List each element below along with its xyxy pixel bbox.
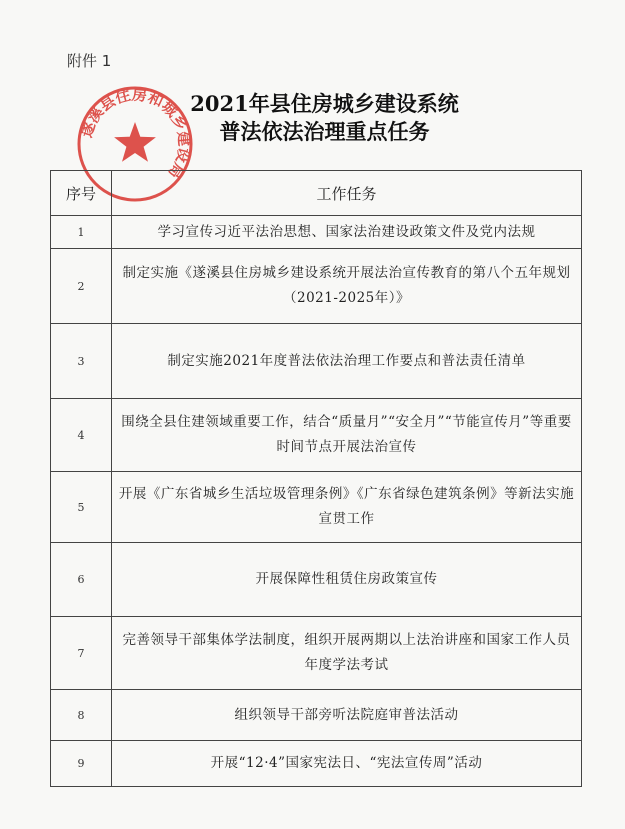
- table-row: [51, 399, 582, 472]
- table-row: [51, 543, 582, 617]
- title-line-2: 普法依法治理重点任务: [219, 119, 430, 144]
- table-row: [51, 216, 582, 249]
- table-header-row: [51, 171, 582, 216]
- row-task: 开展《广东省城乡生活垃圾管理条例》《广东省绿色建筑条例》等新法实施宣贯工作: [112, 472, 582, 543]
- row-task: 开展“12·4”国家宪法日、“宪法宣传周”活动: [112, 741, 582, 787]
- table-row: [51, 690, 582, 741]
- row-number: 4: [51, 399, 112, 472]
- row-task: 学习宣传习近平法治思想、国家法治建设政策文件及党内法规: [112, 216, 582, 249]
- attachment-label: 附件 1: [67, 52, 112, 70]
- task-table: [50, 170, 582, 787]
- table-row: [51, 472, 582, 543]
- table-row: [51, 249, 582, 324]
- title-line-1: 2021年县住房城乡建设系统: [190, 91, 459, 116]
- header-task: 工作任务: [112, 171, 582, 216]
- row-number: 5: [51, 472, 112, 543]
- table-row: [51, 324, 582, 399]
- row-task: 开展保障性租赁住房政策宣传: [112, 543, 582, 617]
- table-row: [51, 741, 582, 787]
- seal-text: 遂溪县住房和城乡建设局: [77, 85, 194, 182]
- row-number: 3: [51, 324, 112, 399]
- row-task: 制定实施《遂溪县住房城乡建设系统开展法治宣传教育的第八个五年规划（2021-2025年）》: [112, 249, 582, 324]
- row-number: 1: [51, 216, 112, 249]
- row-task: 制定实施2021年度普法依法治理工作要点和普法责任清单: [112, 324, 582, 399]
- row-number: 9: [51, 741, 112, 787]
- row-number: 6: [51, 543, 112, 617]
- row-number: 2: [51, 249, 112, 324]
- row-number: 8: [51, 690, 112, 741]
- table-row: [51, 617, 582, 690]
- row-task: 围绕全县住建领域重要工作，结合“质量月”“安全月”“节能宣传月”等重要时间节点开展法治宣传: [112, 399, 582, 472]
- row-task: 组织领导干部旁听法院庭审普法活动: [112, 690, 582, 741]
- row-task: 完善领导干部集体学法制度，组织开展两期以上法治讲座和国家工作人员年度学法考试: [112, 617, 582, 690]
- header-seq: 序号: [51, 171, 112, 216]
- row-number: 7: [51, 617, 112, 690]
